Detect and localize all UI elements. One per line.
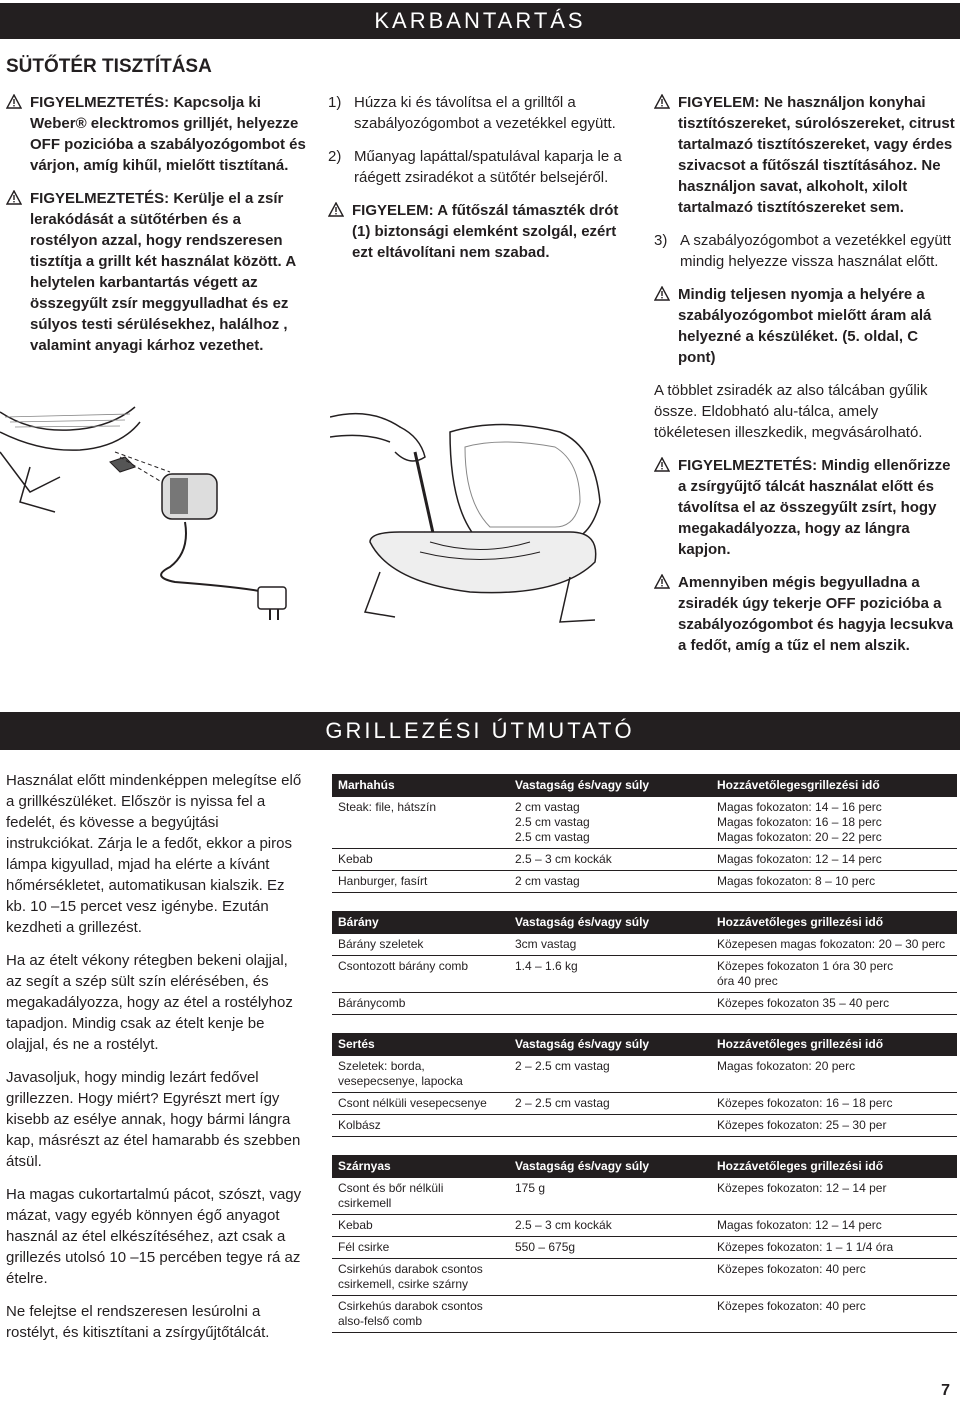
- guide-paragraph: Ha az ételt vékony rétegben bekeni olajjal, az segít a szép sült szín elérésében, és megakadályozza, hogy az étel a rostélyhoz tapadjon. Mindig csak az ételt kenje be olajjal, és ne a rostélyt.: [6, 952, 293, 1053]
- table-cell: 2 – 2.5 cm vastag: [509, 1056, 711, 1093]
- warning-triangle-icon: [6, 190, 22, 205]
- table-cell: Közepes fokozaton: 25 – 30 per: [711, 1115, 957, 1137]
- table-row: [332, 1259, 957, 1296]
- table-header-row: [332, 774, 957, 797]
- table-cell: Csirkehús darabok csontos csirkemell, csirke szárny: [332, 1259, 509, 1296]
- warning-grease-fire-text: Amennyiben mégis begyulladna a zsiradék úgy tekerje OFF pozicióba a szabályozógombot és hagyja lecsukva a fedőt, amíg a tűz el nem alszik.: [678, 574, 954, 654]
- guide-paragraph: Ha magas cukortartalmú pácot, szószt, vagy mázat, vagy egyéb könnyen égő anyagot használ az étel elkészítéséhez, azt csak a grillezés utolsó 10 –15 percében tegye rá az ételre.: [6, 1186, 302, 1287]
- table-cell: Magas fokozaton: 14 – 16 perc Magas fokozaton: 16 – 18 perc Magas fokozaton: 20 – 22 perc: [711, 797, 957, 849]
- step-1-number: 1): [328, 94, 342, 111]
- table-cell: 2.5 – 3 cm kockák: [509, 849, 711, 871]
- table-row: [332, 993, 957, 1015]
- table-row: [332, 1215, 957, 1237]
- warning-no-cleaners-text: FIGYELEM: Ne használjon konyhai tisztítószereket, súrolószereket, citrust tartalmazó tisztítószereket, vagy érdes szivacsot a fűtőszál tisztításához. Ne használjon savat, alkoholt, xilolt tartalmazó tisztítószereket sem.: [678, 94, 955, 216]
- warning-triangle-icon: [654, 94, 670, 109]
- table-row: [332, 934, 957, 956]
- beef-table: [332, 774, 957, 893]
- table-header-cell: Hozzávetőlegesgrillezési idő: [717, 778, 880, 792]
- table-cell: 2 cm vastag: [509, 871, 711, 893]
- warning-triangle-icon: [654, 457, 670, 472]
- warning-triangle-icon: [6, 94, 22, 109]
- table-header-cell: Bárány: [338, 915, 379, 929]
- table-cell: 3cm vastag: [509, 934, 711, 956]
- warning-no-cleaners: [654, 92, 956, 218]
- table-header-cell: Sertés: [338, 1037, 375, 1051]
- table-header-cell: Hozzávetőleges grillezési idő: [717, 1159, 884, 1173]
- step-2-text: Műanyag lapáttal/spatulával kaparja le a ráégett zsiradékot a sütőtér belsejéről.: [354, 148, 622, 186]
- table-cell: 2.5 – 3 cm kockák: [509, 1215, 711, 1237]
- control-cord-illustration: [0, 392, 310, 637]
- table-cell: Szeletek: borda, vesepecsenye, lapocka: [332, 1056, 509, 1093]
- table-cell: [509, 1115, 711, 1137]
- table-cell: Közepesen magas fokozaton: 20 – 30 perc: [711, 934, 957, 956]
- warning-triangle-icon: [654, 574, 670, 589]
- lamb-table: [332, 911, 957, 1015]
- warning-grease-buildup: [6, 188, 306, 356]
- table-row: [332, 1178, 957, 1215]
- warning-heating-wire: [328, 200, 633, 263]
- warning-check-tray-text: FIGYELMEZTETÉS: Mindig ellenőrizze a zsírgyűjtő tálcát használat előtt és távolítsa el az összegyűlt zsírt, hogy megakadályozza, hogy az lángra kapjon.: [678, 457, 951, 558]
- step-3: [654, 230, 956, 272]
- table-cell: Csont és bőr nélküli csirkemell: [332, 1178, 509, 1215]
- table-header-cell: Vastagság és/vagy súly: [515, 778, 650, 792]
- table-header-cell: Marhahús: [338, 778, 395, 792]
- table-header-cell: Vastagság és/vagy súly: [515, 915, 650, 929]
- table-cell: [509, 993, 711, 1015]
- step-3-number: 3): [654, 232, 668, 249]
- table-header-row: [332, 1155, 957, 1178]
- table-cell: Közepes fokozaton: 1 – 1 1/4 óra: [711, 1237, 957, 1259]
- poultry-table: [332, 1155, 957, 1333]
- table-row: [332, 1056, 957, 1093]
- step-1: [328, 92, 633, 134]
- warning-switch-off: [6, 92, 306, 176]
- table-cell: Közepes fokozaton: 16 – 18 perc: [711, 1093, 957, 1115]
- table-cell: Magas fokozaton: 8 – 10 perc: [711, 871, 957, 893]
- warning-grease-fire: [654, 572, 956, 656]
- table-header-cell: Vastagság és/vagy súly: [515, 1159, 650, 1173]
- table-header-cell: Hozzávetőleges grillezési idő: [717, 915, 884, 929]
- step-3-text: A szabályozógombot a vezetékkel együtt mindig helyezze vissza használat előtt.: [680, 232, 951, 270]
- guide-paragraph: Javasoljuk, hogy mindig lezárt fedővel grillezzen. Hogy miért? Egyrészt mert így kisebb az esélye annak, hogy bármi lángra kap, másrészt az étel hamarabb és szebben átsül.: [6, 1069, 301, 1170]
- page-header-banner: [0, 3, 960, 39]
- section-title: SÜTŐTÉR TISZTÍTÁSA: [6, 56, 212, 77]
- warning-triangle-icon: [654, 286, 670, 301]
- grilling-guide-title: GRILLEZÉSI ÚTMUTATÓ: [325, 718, 635, 743]
- table-cell: 2 – 2.5 cm vastag: [509, 1093, 711, 1115]
- pork-table: [332, 1033, 957, 1137]
- table-row: [332, 849, 957, 871]
- warning-press-control-text: Mindig teljesen nyomja a helyére a szabályozógombot mielőtt áram alá helyezné a készüléket. (5. oldal, C pont): [678, 286, 932, 366]
- grilling-guide-text: [6, 770, 306, 1355]
- table-cell: Közepes fokozaton: 12 – 14 per: [711, 1178, 957, 1215]
- table-header-row: [332, 1033, 957, 1056]
- table-cell: 175 g: [509, 1178, 711, 1215]
- guide-paragraph: Ne felejtse el rendszeresen lesúrolni a rostélyt, és kitisztítani a zsírgyűjtőtálcát.: [6, 1303, 270, 1341]
- table-cell: 1.4 – 1.6 kg: [509, 956, 711, 993]
- table-header-cell: Szárnyas: [338, 1159, 391, 1173]
- guide-paragraph: Használat előtt mindenképpen melegítse elő a grillkészüléket. Először is nyissa fel a fedelét, és kövesse a begyújtási instrukciókat. Zárja le a fedőt, ekkor a piros lámpa kigyullad, mjad ha elérte a kívánt hőmérsékletet, automatikusan kialszik. Ez kb. 10 –15 percet vesz igénybe. Ezután kezdheti a grillezést.: [6, 772, 302, 936]
- table-cell: 550 – 675g: [509, 1237, 711, 1259]
- table-cell: Kebab: [332, 1215, 509, 1237]
- table-cell: Csirkehús darabok csontos also-felső comb: [332, 1296, 509, 1333]
- grill-cleaning-illustration: [330, 392, 630, 637]
- page-number: 7: [941, 1382, 950, 1399]
- table-row: [332, 1115, 957, 1137]
- table-row: [332, 956, 957, 993]
- table-header-cell: Vastagság és/vagy súly: [515, 1037, 650, 1051]
- warning-triangle-icon: [328, 202, 344, 217]
- grilling-guide-banner: [0, 712, 960, 750]
- table-header-row: [332, 911, 957, 934]
- table-cell: Magas fokozaton: 12 – 14 perc: [711, 849, 957, 871]
- table-cell: Báránycomb: [332, 993, 509, 1015]
- table-cell: Steak: file, hátszín: [332, 797, 509, 849]
- column-3: [654, 92, 956, 668]
- table-cell: Közepes fokozaton: 40 perc: [711, 1296, 957, 1333]
- table-row: [332, 1237, 957, 1259]
- table-header-cell: Hozzávetőleges grillezési idő: [717, 1037, 884, 1051]
- table-row: [332, 797, 957, 849]
- table-cell: Közepes fokozaton: 40 perc: [711, 1259, 957, 1296]
- warning-grease-buildup-text: FIGYELMEZTETÉS: Kerülje el a zsír lerakódását a sütőtérben és a rostélyon azzal, hogy rendszeresen tisztítja a grillt két használat között. A helytelen karbantartás végett az összegyűlt zsír meggyulladhat és ez súlyos testi sérülésekhez, halálhoz , valamint anyagi kárhoz vezethet.: [30, 190, 296, 354]
- step-1-text: Húzza ki és távolítsa el a grilltől a szabályozógombot a vezetékkel együtt.: [354, 94, 616, 132]
- table-cell: Magas fokozaton: 20 perc: [711, 1056, 957, 1093]
- table-cell: Magas fokozaton: 12 – 14 perc: [711, 1215, 957, 1237]
- table-cell: Kebab: [332, 849, 509, 871]
- warning-heating-wire-text: FIGYELEM: A fűtőszál támaszték drót (1) biztonsági elemként szolgál, ezért ezt eltávolítani nem szabad.: [352, 202, 619, 261]
- warning-check-tray: [654, 455, 956, 560]
- table-cell: Csont nélküli vesepecsenye: [332, 1093, 509, 1115]
- column-1: [6, 92, 306, 368]
- warning-switch-off-text: FIGYELMEZTETÉS: Kapcsolja ki Weber® elecktromos grilljét, helyezze OFF pozicióba a szabályozógombot és várjon, amíg kihűl, mielőtt tisztítaná.: [30, 94, 306, 174]
- table-cell: Hanburger, fasírt: [332, 871, 509, 893]
- table-cell: [509, 1296, 711, 1333]
- table-cell: [509, 1259, 711, 1296]
- warning-press-control: [654, 284, 956, 368]
- table-cell: 2 cm vastag 2.5 cm vastag 2.5 cm vastag: [509, 797, 711, 849]
- table-cell: Fél csirke: [332, 1237, 509, 1259]
- table-row: [332, 1296, 957, 1333]
- table-cell: Közepes fokozaton 35 – 40 perc: [711, 993, 957, 1015]
- step-2: [328, 146, 633, 188]
- table-cell: Kolbász: [332, 1115, 509, 1137]
- grease-tray-paragraph: A többlet zsiradék az also tálcában gyűlik össze. Eldobható alu-tálca, amely tökéletesen illeszkedik, megvásárolható.: [654, 382, 928, 441]
- table-row: [332, 871, 957, 893]
- step-2-number: 2): [328, 148, 342, 165]
- page-header-title: KARBANTARTÁS: [374, 8, 586, 33]
- column-2: [328, 92, 633, 275]
- table-cell: Bárány szeletek: [332, 934, 509, 956]
- table-row: [332, 1093, 957, 1115]
- table-cell: Csontozott bárány comb: [332, 956, 509, 993]
- table-cell: Közepes fokozaton 1 óra 30 perc óra 40 prec: [711, 956, 957, 993]
